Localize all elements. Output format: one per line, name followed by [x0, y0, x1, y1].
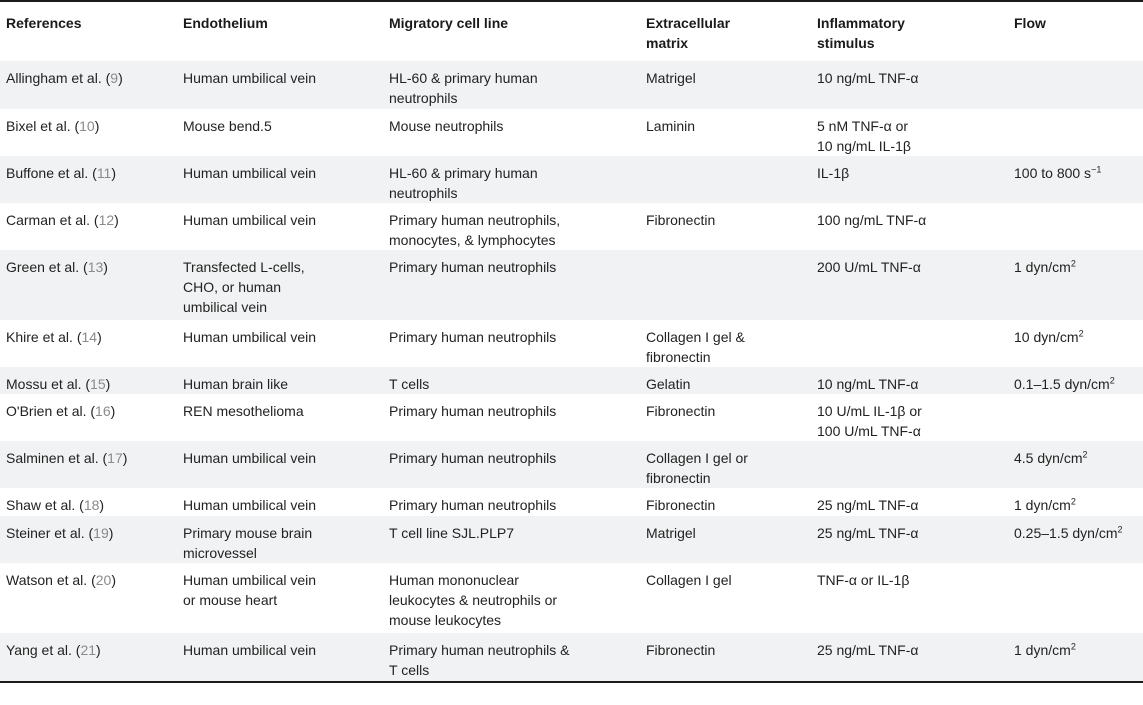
cell-extracellular-matrix: Fibronectin	[646, 403, 716, 419]
cell-reference	[0, 374, 183, 394]
cell-reference	[0, 570, 183, 590]
citation-close: )	[110, 403, 116, 419]
flow-superscript: 2	[1070, 641, 1076, 652]
cell-endothelium: Human umbilical vein or mouse heart	[183, 572, 317, 608]
flow-value: 4.5 dyn/cm	[1014, 450, 1083, 466]
cell-endothelium: Human umbilical vein	[183, 212, 317, 228]
citation-close: )	[111, 572, 116, 588]
cell-extracellular-matrix: Fibronectin	[646, 212, 716, 228]
table-row	[0, 109, 1143, 156]
citation-link[interactable]: 12	[98, 212, 115, 228]
flow-value: 0.25–1.5 dyn/cm	[1014, 525, 1118, 541]
cell-extracellular-matrix: Gelatin	[646, 376, 691, 392]
citation-link[interactable]: 17	[107, 450, 123, 466]
author-text: Yang et al. (	[6, 642, 81, 658]
flow-superscript: 2	[1109, 375, 1115, 386]
citation-close: )	[118, 70, 123, 86]
cell-inflammatory-stimulus: 25 ng/mL TNF-α	[817, 642, 919, 658]
cell-extracellular-matrix: Fibronectin	[646, 642, 716, 658]
cell-reference	[0, 448, 183, 468]
flow-superscript: −1	[1091, 164, 1102, 175]
citation-link[interactable]: 16	[95, 403, 111, 419]
citation-close: )	[108, 525, 114, 541]
flow-value: 1 dyn/cm	[1014, 497, 1071, 513]
citation-link[interactable]: 15	[90, 376, 106, 392]
cell-endothelium: Transfected L-cells, CHO, or human umbilical vein	[183, 259, 305, 315]
flow-superscript: 2	[1082, 449, 1088, 460]
cell-endothelium: Human umbilical vein	[183, 165, 317, 181]
header-references: References	[6, 15, 82, 31]
cell-extracellular-matrix: Matrigel	[646, 70, 696, 86]
flow-superscript: 2	[1117, 524, 1123, 535]
cell-endothelium: Human umbilical vein	[183, 70, 317, 86]
cell-extracellular-matrix: Collagen I gel	[646, 572, 732, 588]
citation-link[interactable]: 18	[83, 497, 100, 513]
author-text: Shaw et al. (	[6, 497, 84, 513]
table-row	[0, 367, 1143, 394]
citation-link[interactable]: 20	[95, 572, 112, 588]
cell-reference	[0, 210, 183, 230]
cell-reference	[0, 523, 183, 543]
cell-extracellular-matrix: Matrigel	[646, 525, 696, 541]
cell-extracellular-matrix: Laminin	[646, 118, 696, 134]
cell-migratory-cell-line: Primary human neutrophils	[389, 497, 557, 513]
citation-link[interactable]: 19	[93, 525, 109, 541]
cell-endothelium: Human umbilical vein	[183, 497, 317, 513]
citation-link[interactable]: 21	[80, 642, 97, 658]
cell-flow	[1014, 495, 1143, 515]
cell-migratory-cell-line: T cells	[389, 376, 430, 392]
table-header	[0, 2, 1143, 61]
cell-reference	[0, 640, 183, 660]
citation-close: )	[105, 376, 111, 392]
header-flow: Flow	[1014, 15, 1046, 31]
cell-inflammatory-stimulus: 10 ng/mL TNF-α	[817, 70, 919, 86]
header-migratory-cell-line: Migratory cell line	[389, 15, 509, 31]
cell-inflammatory-stimulus: IL-1β	[817, 165, 850, 181]
citation-link[interactable]: 9	[110, 70, 119, 86]
author-text: Steiner et al. (	[6, 525, 94, 541]
cell-flow	[1014, 640, 1143, 660]
cell-flow	[1014, 448, 1143, 468]
flow-value: 100 to 800 s	[1014, 165, 1092, 181]
citation-close: )	[94, 118, 100, 134]
citation-link[interactable]: 11	[96, 165, 112, 181]
cell-migratory-cell-line: Primary human neutrophils	[389, 450, 557, 466]
citation-link[interactable]: 13	[87, 259, 104, 275]
cell-inflammatory-stimulus: 5 nM TNF-α or 10 ng/mL IL-1β	[817, 118, 911, 154]
table-row	[0, 516, 1143, 563]
cell-extracellular-matrix: Collagen I gel & fibronectin	[646, 329, 745, 365]
author-text: O'Brien et al. (	[6, 403, 96, 419]
citation-close: )	[103, 259, 108, 275]
flow-value: 1 dyn/cm	[1014, 642, 1071, 658]
table-row	[0, 563, 1143, 633]
cell-migratory-cell-line: Primary human neutrophils & T cells	[389, 642, 570, 678]
citation-link[interactable]: 10	[79, 118, 95, 134]
cell-migratory-cell-line: Mouse neutrophils	[389, 118, 504, 134]
table-row	[0, 633, 1143, 681]
cell-migratory-cell-line: Primary human neutrophils	[389, 403, 557, 419]
author-text: Bixel et al. (	[6, 118, 80, 134]
cell-flow	[1014, 163, 1143, 183]
cell-reference	[0, 257, 183, 277]
cell-reference	[0, 163, 183, 183]
citation-close: )	[111, 165, 117, 181]
cell-flow	[1014, 327, 1143, 347]
author-text: Buffone et al. (	[6, 165, 97, 181]
cell-migratory-cell-line: Primary human neutrophils	[389, 259, 557, 275]
cell-endothelium: Human umbilical vein	[183, 642, 317, 658]
flow-superscript: 2	[1078, 328, 1084, 339]
table-body	[0, 61, 1143, 681]
cell-flow	[1014, 523, 1143, 543]
cell-inflammatory-stimulus: 10 U/mL IL-1β or 100 U/mL TNF-α	[817, 403, 922, 439]
cell-reference	[0, 327, 183, 347]
cell-endothelium: Mouse bend.5	[183, 118, 272, 134]
author-text: Khire et al. (	[6, 329, 82, 345]
cell-reference	[0, 68, 183, 88]
citation-close: )	[122, 450, 128, 466]
table-row	[0, 320, 1143, 367]
cell-inflammatory-stimulus: 200 U/mL TNF-α	[817, 259, 921, 275]
flow-superscript: 2	[1070, 258, 1076, 269]
cell-endothelium: Primary mouse brain microvessel	[183, 525, 313, 561]
table-row	[0, 394, 1143, 441]
cell-endothelium: Human brain like	[183, 376, 289, 392]
cell-inflammatory-stimulus: TNF-α or IL-1β	[817, 572, 910, 588]
cell-inflammatory-stimulus: 25 ng/mL TNF-α	[817, 525, 919, 541]
bottom-rule	[0, 681, 1143, 683]
cell-migratory-cell-line: HL-60 & primary human neutrophils	[389, 165, 538, 201]
cell-extracellular-matrix: Collagen I gel or fibronectin	[646, 450, 748, 486]
citation-link[interactable]: 14	[81, 329, 98, 345]
table-row	[0, 250, 1143, 320]
flow-value: 1 dyn/cm	[1014, 259, 1071, 275]
header-endothelium: Endothelium	[183, 15, 268, 31]
cell-endothelium: Human umbilical vein	[183, 329, 317, 345]
author-text: Salminen et al. (	[6, 450, 108, 466]
flow-superscript: 2	[1070, 496, 1076, 507]
cell-inflammatory-stimulus: 10 ng/mL TNF-α	[817, 376, 919, 392]
header-inflammatory-stimulus: Inflammatory stimulus	[817, 15, 905, 51]
author-text: Green et al. (	[6, 259, 88, 275]
cell-reference	[0, 116, 183, 136]
table-row	[0, 441, 1143, 488]
flow-value: 0.1–1.5 dyn/cm	[1014, 376, 1110, 392]
table-row	[0, 203, 1143, 250]
cell-migratory-cell-line: HL-60 & primary human neutrophils	[389, 70, 538, 106]
cell-migratory-cell-line: Primary human neutrophils, monocytes, & lymphocytes	[389, 212, 561, 248]
cell-extracellular-matrix: Fibronectin	[646, 497, 716, 513]
cell-migratory-cell-line: Primary human neutrophils	[389, 329, 557, 345]
author-text: Mossu et al. (	[6, 376, 91, 392]
table-row	[0, 488, 1143, 516]
author-text: Carman et al. (	[6, 212, 99, 228]
author-text: Allingham et al. (	[6, 70, 111, 86]
citation-close: )	[97, 329, 102, 345]
table-row	[0, 156, 1143, 203]
author-text: Watson et al. (	[6, 572, 96, 588]
cell-inflammatory-stimulus: 100 ng/mL TNF-α	[817, 212, 927, 228]
cell-migratory-cell-line: T cell line SJL.PLP7	[389, 525, 515, 541]
table-row	[0, 61, 1143, 109]
citation-close: )	[114, 212, 119, 228]
cell-reference	[0, 401, 183, 421]
cell-flow	[1014, 257, 1143, 277]
citation-close: )	[96, 642, 101, 658]
header-extracellular-matrix: Extracellular matrix	[646, 15, 731, 51]
cell-endothelium: REN mesothelioma	[183, 403, 304, 419]
cell-migratory-cell-line: Human mononuclear leukocytes & neutrophils or mouse leukocytes	[389, 572, 558, 628]
cell-flow	[1014, 374, 1143, 394]
cell-endothelium: Human umbilical vein	[183, 450, 317, 466]
cell-inflammatory-stimulus: 25 ng/mL TNF-α	[817, 497, 919, 513]
flow-value: 10 dyn/cm	[1014, 329, 1079, 345]
citation-close: )	[99, 497, 105, 513]
cell-reference	[0, 495, 183, 515]
